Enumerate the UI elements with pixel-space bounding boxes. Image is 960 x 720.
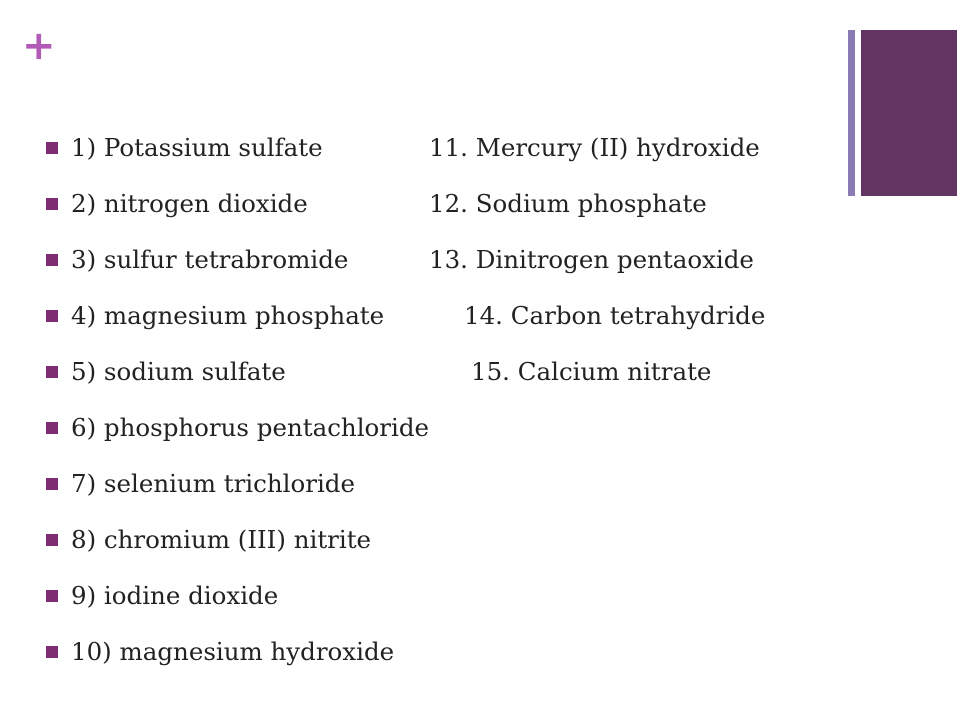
item-left-text: 1) Potassium sulfate <box>71 133 323 162</box>
accent-bar-thin <box>848 30 855 196</box>
item-left-text: 4) magnesium phosphate <box>71 301 385 330</box>
square-bullet-icon <box>46 646 58 658</box>
square-bullet-icon <box>46 590 58 602</box>
item-right-text: 12. Sodium phosphate <box>429 189 707 218</box>
list-item <box>46 232 846 288</box>
square-bullet-icon <box>46 478 58 490</box>
list-item <box>46 624 846 680</box>
square-bullet-icon <box>46 198 58 210</box>
list-item <box>46 120 846 176</box>
item-right-text: 13. Dinitrogen pentaoxide <box>429 245 754 274</box>
square-bullet-icon <box>46 534 58 546</box>
square-bullet-icon <box>46 254 58 266</box>
item-right-text: 15. Calcium nitrate <box>471 357 712 386</box>
item-left-text: 8) chromium (III) nitrite <box>71 525 372 554</box>
list-item <box>46 176 846 232</box>
list-item <box>46 400 846 456</box>
square-bullet-icon <box>46 366 58 378</box>
item-right-text: 11. Mercury (II) hydroxide <box>429 133 760 162</box>
item-left-text: 2) nitrogen dioxide <box>71 189 308 218</box>
list-item <box>46 568 846 624</box>
item-right-text: 14. Carbon tetrahydride <box>464 301 766 330</box>
list-item <box>46 512 846 568</box>
item-left-text: 3) sulfur tetrabromide <box>71 245 349 274</box>
item-left-text: 10) magnesium hydroxide <box>71 637 395 666</box>
list-item <box>46 456 846 512</box>
compound-list <box>46 120 846 680</box>
list-item <box>46 344 846 400</box>
item-left-text: 5) sodium sulfate <box>71 357 286 386</box>
item-left-text: 7) selenium trichloride <box>71 469 355 498</box>
list-item <box>46 288 846 344</box>
accent-bar-thick <box>861 30 957 196</box>
item-left-text: 6) phosphorus pentachloride <box>71 413 430 442</box>
plus-icon: + <box>22 23 56 69</box>
square-bullet-icon <box>46 142 58 154</box>
item-left-text: 9) iodine dioxide <box>71 581 279 610</box>
square-bullet-icon <box>46 310 58 322</box>
square-bullet-icon <box>46 422 58 434</box>
